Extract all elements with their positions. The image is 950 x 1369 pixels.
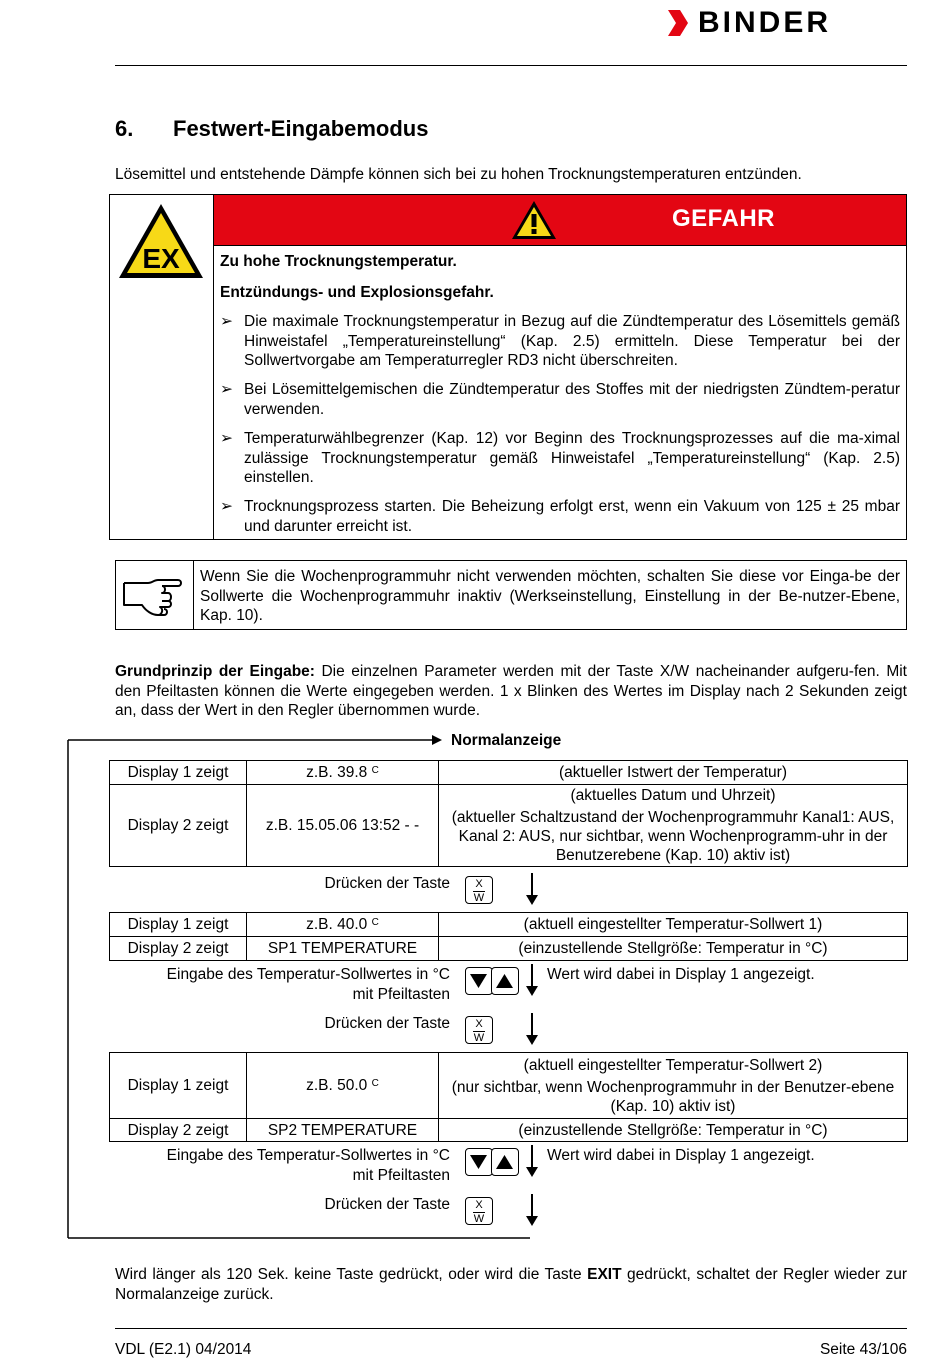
key-x-label: X (475, 878, 483, 890)
cell: Display 2 zeigt (110, 1119, 247, 1142)
triangle-up-icon (492, 1149, 517, 1174)
table-setpoint-2 (109, 1052, 908, 1142)
principle-paragraph (115, 662, 907, 721)
arrow-up-key-button[interactable] (491, 1148, 519, 1176)
arrow-bullet-icon: ➢ (220, 381, 233, 398)
cell: (aktueller Istwert der Temperatur) (439, 761, 908, 785)
unit-sup: C (371, 917, 379, 928)
danger-bullet (220, 497, 900, 536)
entry-label-line: Eingabe des Temperatur-Sollwertes in °C (166, 966, 450, 983)
normal-display-label: Normalanzeige (451, 732, 562, 749)
exit-key-label: EXIT (587, 1266, 622, 1283)
cell (247, 761, 439, 785)
intro-text: Lösemittel und entstehende Dämpfe können sich bei zu hohen Trocknungstemperaturen entzünden. (115, 166, 802, 183)
cell: SP2 TEMPERATURE (247, 1119, 439, 1142)
closing-text: gedrückt, schaltet der Regler wieder zur Normalanzeige zurück. (115, 1266, 907, 1303)
entry-hint: Wert wird dabei in Display 1 angezeigt. (547, 1147, 815, 1164)
arrow-down-icon (522, 964, 542, 996)
press-key-label: Drücken der Taste (324, 1015, 450, 1032)
binder-logo-icon (666, 8, 690, 38)
cell: z.B. 15.05.06 13:52 - - (247, 785, 439, 867)
xw-key-button[interactable] (465, 876, 493, 904)
value-text: z.B. 39.8 (306, 764, 368, 781)
danger-bullet (220, 429, 900, 488)
cell-line: (nur sichtbar, wenn Wochenprogrammuhr in der Benutzer-ebene (Kap. 10) aktiv ist) (451, 1078, 895, 1115)
triangle-down-icon (466, 968, 491, 993)
footer-page-number: Seite 43/106 (819, 1341, 907, 1358)
cell-line: (aktuell eingestellter Temperatur-Sollwert 2) (523, 1056, 823, 1074)
danger-bullet (220, 312, 900, 371)
section-title-text: Festwert-Eingabemodus (173, 116, 429, 141)
arrow-down-icon (522, 1013, 542, 1045)
arrow-down-key-button[interactable] (465, 967, 493, 995)
unit-sup: C (371, 765, 379, 776)
key-x-label: X (475, 1018, 483, 1030)
cell (439, 1053, 908, 1119)
value-text: z.B. 50.0 (306, 1077, 368, 1094)
cell (247, 913, 439, 937)
entry-label-line: Eingabe des Temperatur-Sollwertes in °C (166, 1147, 450, 1164)
arrow-bullet-icon: ➢ (220, 430, 233, 447)
note-box (115, 560, 907, 630)
press-key-label: Drücken der Taste (324, 1196, 450, 1213)
cell: Display 1 zeigt (110, 1053, 247, 1119)
table-normal-display (109, 760, 908, 867)
triangle-down-icon (466, 1149, 491, 1174)
danger-icon-cell (110, 195, 214, 539)
principle-text: Die einzelnen Parameter werden mit der Taste X/W nacheinander aufgeru-fen. Mit den Pfeiltasten können die Werte eingegeben werden. 1 x Blinken des Wertes im Display nach 2 Sekunden zeigt an, dass der Wert in den Regler übernommen wurde. (115, 663, 907, 719)
cell: Display 2 zeigt (110, 785, 247, 867)
note-icon-cell (116, 561, 194, 629)
danger-bullet-text: Trocknungsprozess starten. Die Beheizung erfolgt erst, wenn ein Vakuum von 125 ± 25 mbar und darunter erreicht ist. (244, 498, 900, 535)
entry-hint: Wert wird dabei in Display 1 angezeigt. (547, 966, 815, 983)
entry-label (100, 1146, 450, 1185)
ex-warning-icon (116, 201, 206, 281)
danger-line-1: Zu hohe Trocknungstemperatur. (220, 253, 457, 270)
cell-line: (aktueller Schaltzustand der Wochenprogrammuhr Kanal1: AUS, Kanal 2: AUS, nur sichtbar, wenn Wochenprogramm-uhr in der Benutzerebene (Kap. 10) aktiv ist) (451, 809, 895, 864)
cell: Display 1 zeigt (110, 761, 247, 785)
arrow-bullet-icon: ➢ (220, 498, 233, 515)
danger-box (109, 194, 907, 540)
entry-label-line: mit Pfeiltasten (352, 985, 450, 1003)
arrow-down-key-button[interactable] (465, 1148, 493, 1176)
key-w-label: W (473, 1213, 485, 1225)
key-x-label: X (475, 1199, 483, 1211)
unit-sup: C (371, 1078, 379, 1089)
arrow-bullet-icon: ➢ (220, 313, 233, 330)
cell (247, 1053, 439, 1119)
entry-label-line: mit Pfeiltasten (352, 1166, 450, 1184)
closing-text: Wird länger als 120 Sek. keine Taste gedrückt, oder wird die Taste (115, 1266, 588, 1283)
value-text: z.B. 40.0 (306, 916, 368, 933)
press-key-label: Drücken der Taste (324, 875, 450, 892)
arrow-down-icon (522, 1145, 542, 1177)
arrow-down-icon (522, 873, 542, 905)
warning-triangle-icon (510, 199, 558, 241)
header-rule (115, 65, 907, 66)
binder-logo (666, 6, 831, 40)
danger-bullet-text: Temperaturwählbegrenzer (Kap. 12) vor Beginn des Trocknungsprozesses auf die ma-ximal zulässige Trocknungstemperatur gemäß Hinweistafel „Temperatureinstellung“ (Kap. 2.5) einstellen. (244, 430, 900, 486)
cell: (aktuell eingestellter Temperatur-Sollwert 1) (439, 913, 908, 937)
footer-doc-id: VDL (E2.1) 04/2014 (115, 1341, 252, 1358)
danger-line-2: Entzündungs- und Explosionsgefahr. (220, 284, 494, 301)
cell: (einzustellende Stellgröße: Temperatur in °C) (439, 1119, 908, 1142)
cell-line: (aktuelles Datum und Uhrzeit) (570, 787, 776, 804)
triangle-up-icon (492, 968, 517, 993)
brand-name: BINDER (698, 6, 832, 39)
cell (439, 785, 908, 867)
section-number: 6. (115, 116, 134, 141)
danger-bullet-text: Die maximale Trocknungstemperatur in Bezug auf die Zündtemperatur des Lösemittels gemäß Hinweistafel „Temperatureinstellung“ (Kap. 2.5) ermitteln. Diese Temperatur bei der Sollwertvorgabe am Temperaturregler RD3 nicht überschreiten. (244, 313, 900, 369)
danger-bullet-text: Bei Lösemittelgemischen die Zündtemperatur des Stoffes mit der niedrigsten Zündtem-peratur verwenden. (244, 381, 900, 418)
table-setpoint-1 (109, 912, 908, 961)
xw-key-button[interactable] (465, 1016, 493, 1044)
danger-label: GEFAHR (672, 205, 776, 232)
svg-text:EX: EX (142, 243, 180, 274)
footer-rule (115, 1328, 907, 1329)
xw-key-button[interactable] (465, 1197, 493, 1225)
cell: Display 2 zeigt (110, 937, 247, 961)
cell: SP1 TEMPERATURE (247, 937, 439, 961)
closing-paragraph (115, 1265, 907, 1304)
section-title (115, 116, 428, 142)
key-w-label: W (473, 1032, 485, 1044)
danger-header (214, 195, 906, 246)
danger-bullet (220, 380, 900, 419)
pointing-hand-icon (122, 569, 184, 619)
cell: Display 1 zeigt (110, 913, 247, 937)
arrow-up-key-button[interactable] (491, 967, 519, 995)
cell: (einzustellende Stellgröße: Temperatur in °C) (439, 937, 908, 961)
note-text: Wenn Sie die Wochenprogrammuhr nicht verwenden möchten, schalten Sie diese vor Einga-be der Sollwerte die Wochenprogrammuhr inaktiv (Werkseinstellung, Einstellung in der Be-nutzer-Ebene, Kap. 10). (200, 568, 900, 624)
key-w-label: W (473, 892, 485, 904)
arrow-down-icon (522, 1194, 542, 1226)
principle-lead: Grundprinzip der Eingabe: (115, 663, 315, 680)
entry-label (100, 965, 450, 1004)
